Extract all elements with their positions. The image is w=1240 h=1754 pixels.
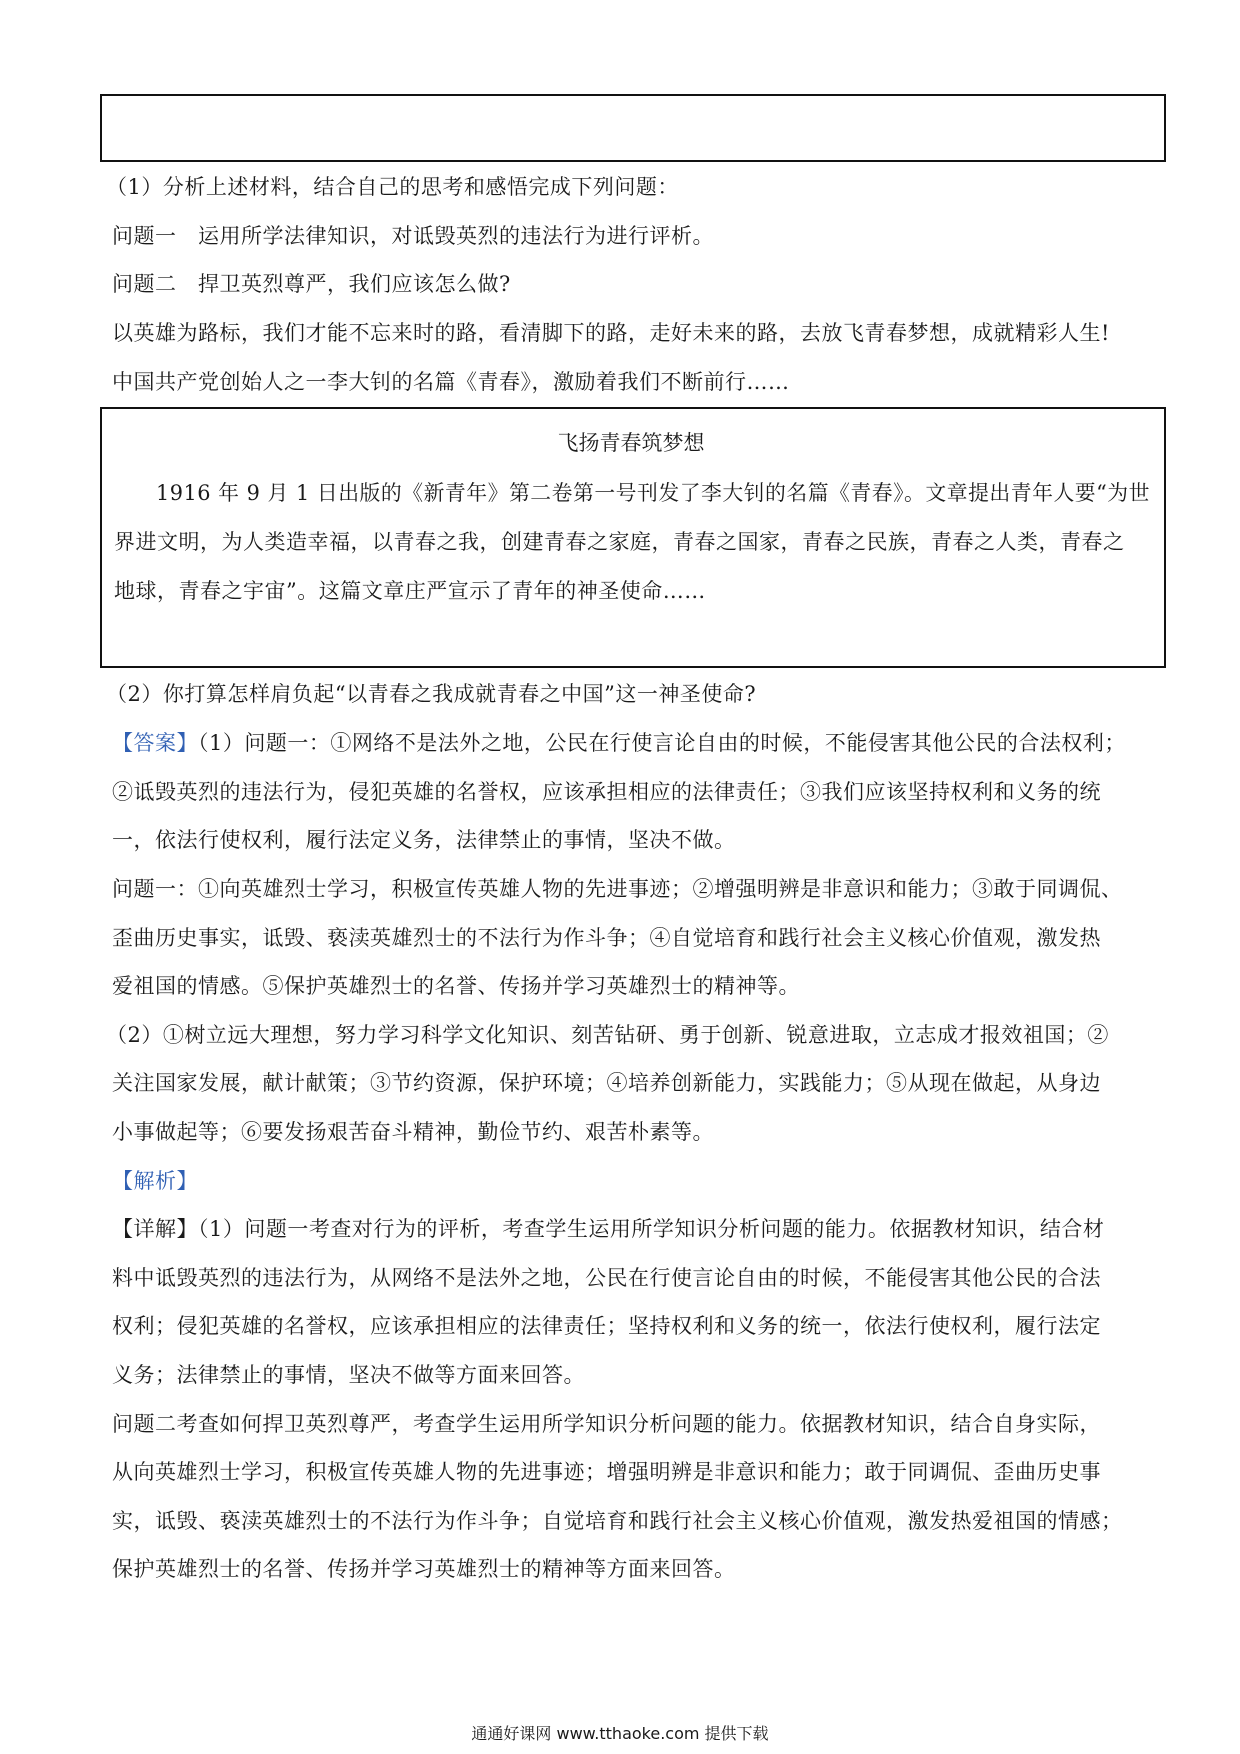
analysis-line: 从向英雄烈士学习，积极宣传英雄人物的先进事迹；增强明辨是非意识和能力；敢于同调侃、歪曲历史事: [112, 1460, 1101, 1484]
footer-watermark: 通通好课网 www.tthaoke.com 提供下载: [471, 1724, 769, 1743]
question-2: （2）你打算怎样肩负起“以青春之我成就青春之中国”这一神圣使命?: [106, 682, 757, 706]
answer-line: 关注国家发展，献计献策；③节约资源，保护环境；④培养创新能力，实践能力；⑤从现在做起，从身边: [112, 1071, 1101, 1095]
detail-first-text: （1）问题一考查对行为的评析，考查学生运用所学知识分析问题的能力。依据教材知识，结合材: [198, 1217, 1105, 1241]
analysis-label: 【解析】: [112, 1169, 198, 1193]
material-box-line: 界进文明，为人类造幸福，以青春之我，创建青春之家庭，青春之国家，青春之民族，青春之人类，青春之: [114, 530, 1125, 554]
material-box-line: 地球，青春之宇宙”。这篇文章庄严宣示了青年的神圣使命……: [114, 579, 706, 603]
material-box-title: 飞扬青春筑梦想: [557, 431, 705, 455]
answer-line: ②诋毁英烈的违法行为，侵犯英雄的名誉权，应该承担相应的法律责任；③我们应该坚持权利和义务的统: [112, 780, 1101, 804]
analysis-line: 问题二考查如何捍卫英烈尊严，考查学生运用所学知识分析问题的能力。依据教材知识，结合自身实际，: [112, 1412, 1101, 1436]
analysis-line: 保护英雄烈士的名誉、传扬并学习英雄烈士的精神等方面来回答。: [112, 1557, 736, 1581]
hero-line: 以英雄为路标，我们才能不忘来时的路，看清脚下的路，走好未来的路，去放飞青春梦想，成就精彩人生!: [112, 321, 1110, 345]
party-line: 中国共产党创始人之一李大钊的名篇《青春》，激励着我们不断前行……: [112, 370, 790, 394]
answer-line: 问题一：①向英雄烈士学习，积极宣传英雄人物的先进事迹；②增强明辨是非意识和能力；③敢于同调侃、: [112, 877, 1123, 901]
question-two: 问题二 捍卫英烈尊严，我们应该怎么做?: [112, 272, 511, 296]
answer-line: 爱祖国的情感。⑤保护英雄烈士的名誉、传扬并学习英雄烈士的精神等。: [112, 974, 800, 998]
answer-line: 歪曲历史事实，诋毁、亵渎英雄烈士的不法行为作斗争；④自觉培育和践行社会主义核心价值观，激发热: [112, 926, 1101, 950]
material-box-line: 1916 年 9 月 1 日出版的《新青年》第二卷第一号刊发了李大钊的名篇《青春》。文章提出青年人要“为世: [156, 481, 1150, 505]
answer-label: 【答案】: [112, 731, 198, 755]
q1-intro: （1）分析上述材料，结合自己的思考和感悟完成下列问题：: [106, 175, 679, 199]
top-material-box: [100, 94, 1166, 162]
analysis-line: 实，诋毁、亵渎英雄烈士的不法行为作斗争；自觉培育和践行社会主义核心价值观，激发热爱祖国的情感；: [112, 1509, 1123, 1533]
answer-line: [112, 728, 1126, 758]
analysis-line: 料中诋毁英烈的违法行为，从网络不是法外之地，公民在行使言论自由的时候，不能侵害其他公民的合法: [112, 1266, 1101, 1290]
analysis-line: 权利；侵犯英雄的名誉权，应该承担相应的法律责任；坚持权利和义务的统一，依法行使权利，履行法定: [112, 1314, 1101, 1338]
detail-label: 【详解】: [112, 1217, 198, 1241]
answer-line: 小事做起等；⑥要发扬艰苦奋斗精神，勤俭节约、艰苦朴素等。: [112, 1120, 714, 1144]
analysis-line: [112, 1214, 1104, 1244]
answer-line: 一，依法行使权利，履行法定义务，法律禁止的事情，坚决不做。: [112, 828, 736, 852]
question-one: 问题一 运用所学法律知识，对诋毁英烈的违法行为进行评析。: [112, 224, 714, 248]
answer-line: （2）①树立远大理想，努力学习科学文化知识、刻苦钻研、勇于创新、锐意进取，立志成才报效祖国；②: [106, 1023, 1109, 1047]
analysis-line: 义务；法律禁止的事情，坚决不做等方面来回答。: [112, 1363, 585, 1387]
answer-first-text: （1）问题一：①网络不是法外之地，公民在行使言论自由的时候，不能侵害其他公民的合法权利；: [198, 731, 1126, 755]
